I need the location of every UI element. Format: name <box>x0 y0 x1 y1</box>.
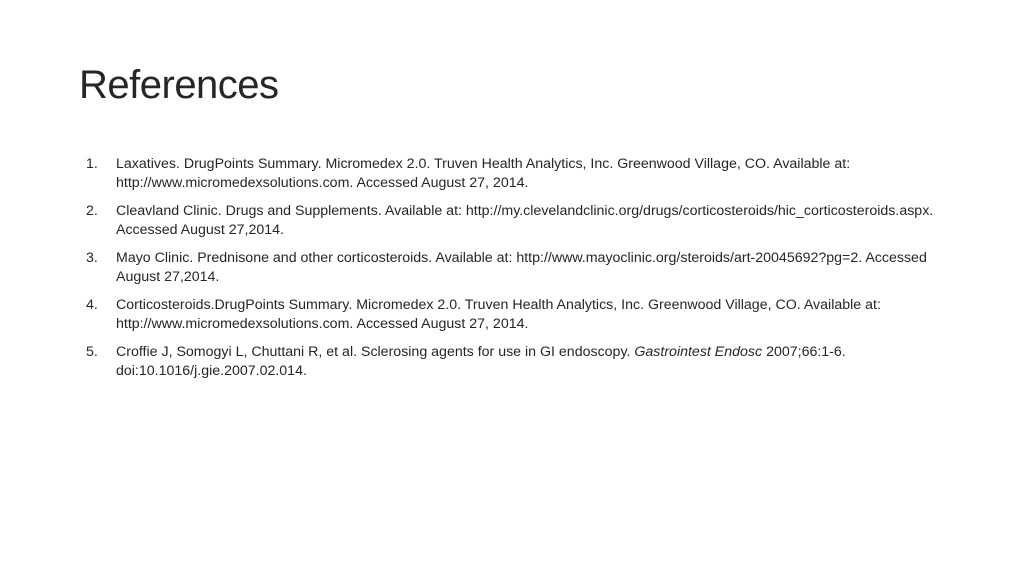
reference-text: Corticosteroids.DrugPoints Summary. Micromedex 2.0. Truven Health Analytics, Inc. Greenwood Village, CO. Available at: http://www.micromedexsolutions.com. Accessed August 27, 2014. <box>116 297 881 332</box>
reference-number: 1. <box>86 156 98 172</box>
reference-item <box>86 343 946 381</box>
journal-name: Gastrointest Endosc <box>634 344 763 360</box>
reference-item <box>86 202 946 240</box>
reference-item <box>86 296 946 334</box>
reference-text-after: 2007;66:1-6. doi:10.1016/j.gie.2007.02.014. <box>116 344 846 379</box>
reference-text: Mayo Clinic. Prednisone and other corticosteroids. Available at: http://www.mayoclinic.org/steroids/art-20045692?pg=2. Accessed August 27,2014. <box>116 250 927 285</box>
reference-number: 2. <box>86 203 98 219</box>
reference-text <box>116 344 846 379</box>
reference-text-before: Croffie J, Somogyi L, Chuttani R, et al. Sclerosing agents for use in GI endoscopy. <box>116 344 635 360</box>
slide-title: References <box>79 63 279 107</box>
reference-number: 5. <box>86 344 98 360</box>
reference-item <box>86 155 946 193</box>
reference-text: Cleavland Clinic. Drugs and Supplements. Available at: http://my.clevelandclinic.org/drugs/corticosteroids/hic_corticosteroids.aspx. Accessed August 27,2014. <box>116 203 934 238</box>
reference-number: 3. <box>86 250 98 266</box>
reference-text: Laxatives. DrugPoints Summary. Micromedex 2.0. Truven Health Analytics, Inc. Greenwood Village, CO. Available at: http://www.micromedexsolutions.com. Accessed August 27, 2014. <box>116 156 851 191</box>
reference-item <box>86 249 946 287</box>
references-list <box>86 155 946 390</box>
reference-number: 4. <box>86 297 98 313</box>
